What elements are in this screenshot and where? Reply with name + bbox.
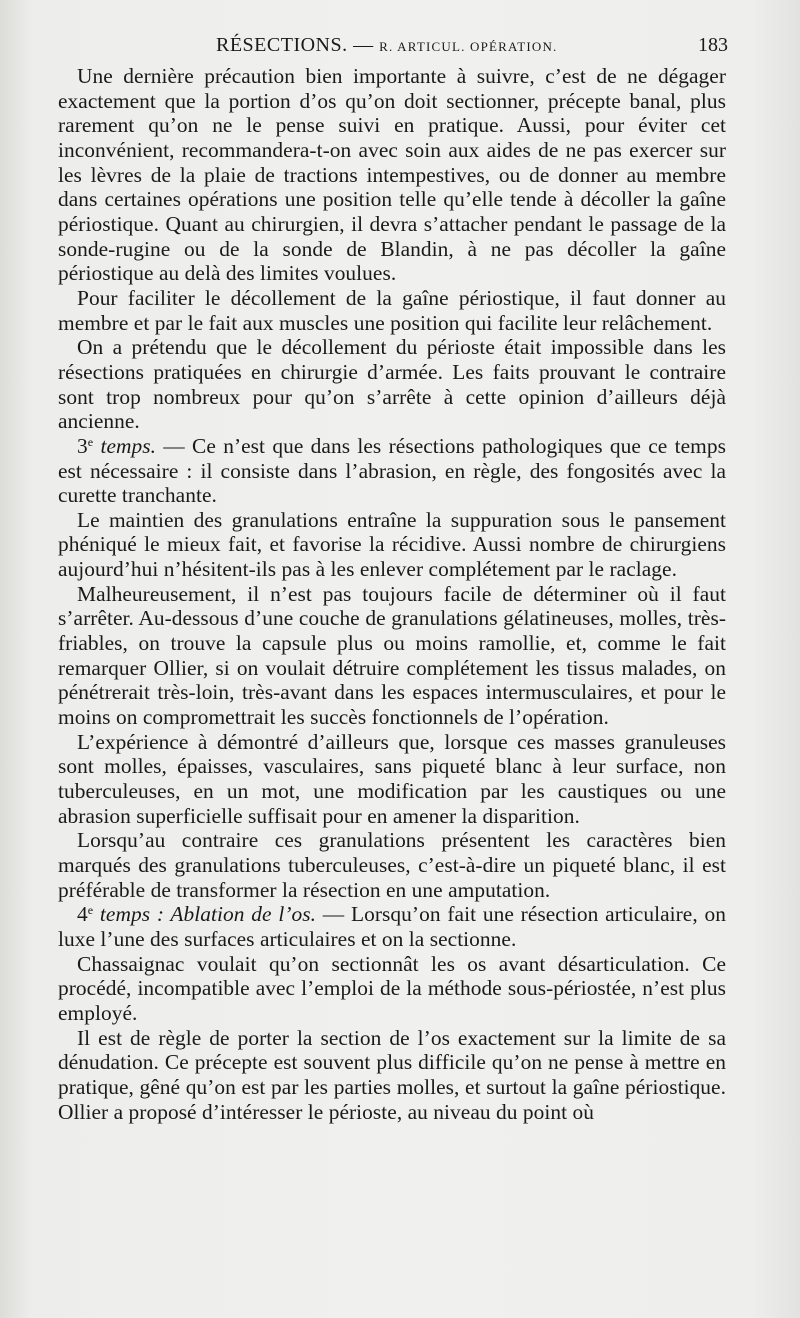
step-heading: temps : Ablation de l’os. — [93, 902, 317, 927]
step-ordinal: e — [87, 903, 94, 918]
step-heading: temps. — [93, 433, 156, 458]
step-number: 4 — [77, 902, 88, 927]
paragraph-text: — Lorsqu’on fait une résection articulaire, on luxe l’une des surfaces articulaires et on la sectionne. — [58, 902, 727, 951]
header-title-text: RÉSECTIONS. — — [216, 34, 380, 56]
paragraph — [58, 828, 726, 902]
page-number: 183 — [698, 34, 728, 56]
paragraph-text: Lorsqu’au contraire ces granulations présentent les caractères bien marqués des granulations tuberculeuses, c’est-à-dire un piqueté blanc, il est préférable de transformer la résection en une amputation. — [58, 828, 726, 902]
paragraph-text: Il est de règle de porter la section de l’os exactement sur la limite de sa dénudation. Ce précepte est souvent plus difficile qu’on ne pense à mettre en pratique, gêné qu’on est par les parties molles, et surtout la gaîne périostique. Ollier a proposé d’intéresser le périoste, au niveau du point où — [58, 1025, 726, 1124]
paragraph-text: — Ce n’est que dans les résections pathologiques que ce temps est nécessaire : il consiste dans l’abrasion, en règle, des fongosités avec la curette tranchante. — [58, 433, 726, 508]
paragraph-text: Le maintien des granulations entraîne la suppuration sous le pansement phéniqué le mieux fait, et favorise la récidive. Aussi nombre de chirurgiens aujourd’hui n’hésitent-ils pas à les enlever complétement par le raclage. — [58, 507, 726, 582]
header-subtitle: R. ARTICUL. OPÉRATION. — [379, 39, 558, 54]
paragraph — [58, 508, 726, 582]
paragraph-text: Malheureusement, il n’est pas toujours facile de déterminer où il faut s’arrêter. Au-dessous d’une couche de granulations gélatineuses, molles, très-friables, on trouve la capsule plus ou moins ramollie, et, comme le fait remarquer Ollier, si on voulait détruire complétement les tissus malades, on pénétrerait très-loin, très-avant dans les espaces intermusculaires, et pour le moins on compromettrait les succès fonctionnels de l’opération. — [58, 581, 726, 730]
step-ordinal: e — [87, 434, 94, 449]
paragraph — [58, 902, 726, 951]
body-text — [58, 64, 726, 1124]
running-header — [58, 34, 728, 60]
paragraph — [58, 952, 726, 1026]
paragraph — [58, 335, 726, 434]
paragraph-text: Chassaignac voulait qu’on sectionnât les os avant désarticulation. Ce procédé, incompatible avec l’emploi de la méthode sous-périostée, n’est plus employé. — [58, 951, 726, 1025]
paragraph-text: Pour faciliter le décollement de la gaîne périostique, il faut donner au membre et par le fait aux muscles une position qui facilite leur relâchement. — [58, 285, 726, 335]
paragraph-text: Une dernière précaution bien importante à suivre, c’est de ne dégager exactement que la portion d’os qu’on doit sectionner, précepte banal, plus rarement qu’on ne le pense suivi en pratique. Aussi, pour éviter cet inconvénient, recommandera-t-on avec soin aux aides de ne pas exercer sur les lèvres de la plaie de tractions intempestives, ou de donner au membre dans certaines opérations une position telle qu’elle tende à décoller la gaîne périostique. Quant au chirurgien, il devra s’attacher pendant le passage de la sonde-rugine ou de la sonde de Blandin, à ne pas décoller la gaîne périostique au delà des limites voulues. — [58, 64, 726, 286]
paragraph — [58, 64, 726, 286]
paragraph — [58, 1026, 726, 1125]
paragraph — [58, 286, 726, 335]
paragraph — [58, 434, 726, 508]
step-number: 3 — [77, 433, 88, 458]
paragraph-text: On a prétendu que le décollement du périoste était impossible dans les résections pratiquées en chirurgie d’armée. Les faits prouvant le contraire sont trop nombreux pour qu’on s’arrête à cette opinion d’ailleurs déjà ancienne. — [58, 335, 726, 434]
paragraph — [58, 582, 726, 730]
header-title — [216, 34, 558, 57]
paragraph-text: L’expérience à démontré d’ailleurs que, lorsque ces masses granuleuses sont molles, épaisses, vasculaires, sans piqueté blanc à leur surface, non tuberculeuses, en un mot, une modification par les caustiques ou une abrasion superficielle suffisait pour en amener la disparition. — [58, 729, 726, 828]
paragraph — [58, 730, 726, 829]
